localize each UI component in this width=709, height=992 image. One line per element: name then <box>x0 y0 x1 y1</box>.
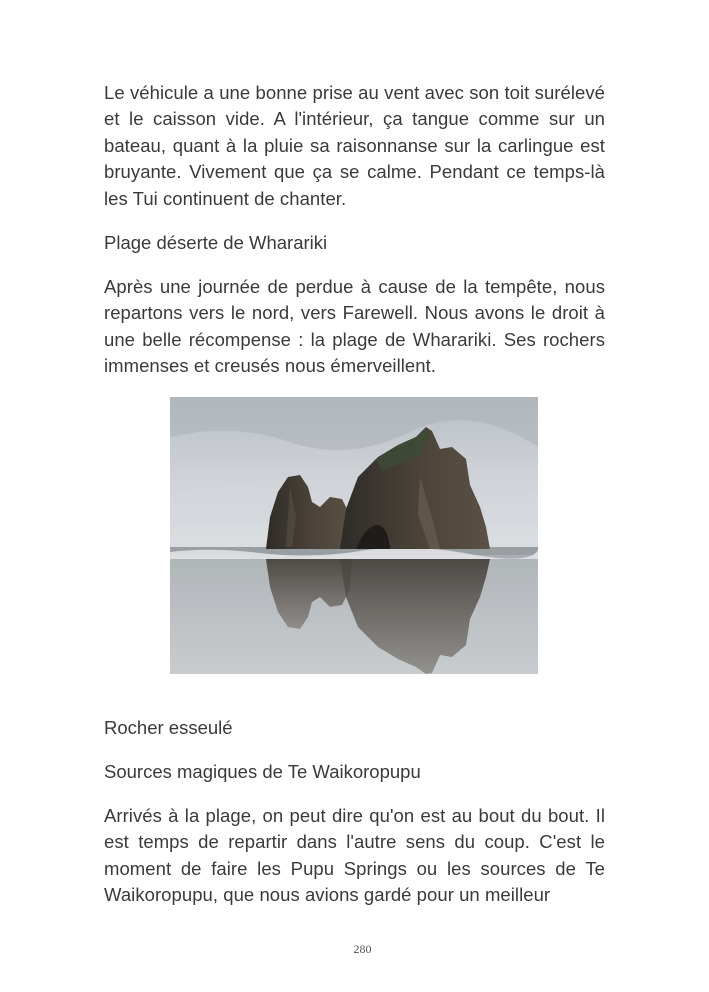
paragraph-wharariki-beach: Après une journée de perdue à cause de la tempête, nous repartons vers le nord, vers Farewell. Nous avons le droit à une belle récompense : la plage de Wharariki. Ses rochers immenses et creusés nous émerveillent. <box>104 276 605 377</box>
rock-photo-illustration <box>170 397 538 674</box>
paragraph-vehicle-wind: Le véhicule a une bonne prise au vent avec son toit surélevé et le caisson vide. A l'intérieur, ça tangue comme sur un bateau, quant à la pluie sa raisonnanse sur la carlingue est bruyante. Vivement que ça se calme. Pendant ce temps-là les Tui continuent de chanter. <box>104 82 605 209</box>
photo-caption: Rocher esseulé <box>104 717 233 738</box>
paragraph-pupu-springs: Arrivés à la plage, on peut dire qu'on est au bout du bout. Il est temps de repartir dans l'autre sens du coup. C'est le moment de faire les Pupu Springs ou les sources de Te Waikoropupu, que nous avions gardé pour un meilleur <box>104 805 605 906</box>
section-heading-te-waikoropupu: Sources magiques de Te Waikoropupu <box>104 761 421 782</box>
page-number: 280 <box>353 942 372 956</box>
section-heading-wharariki: Plage déserte de Wharariki <box>104 232 328 253</box>
wharariki-rock-photo <box>170 397 538 674</box>
